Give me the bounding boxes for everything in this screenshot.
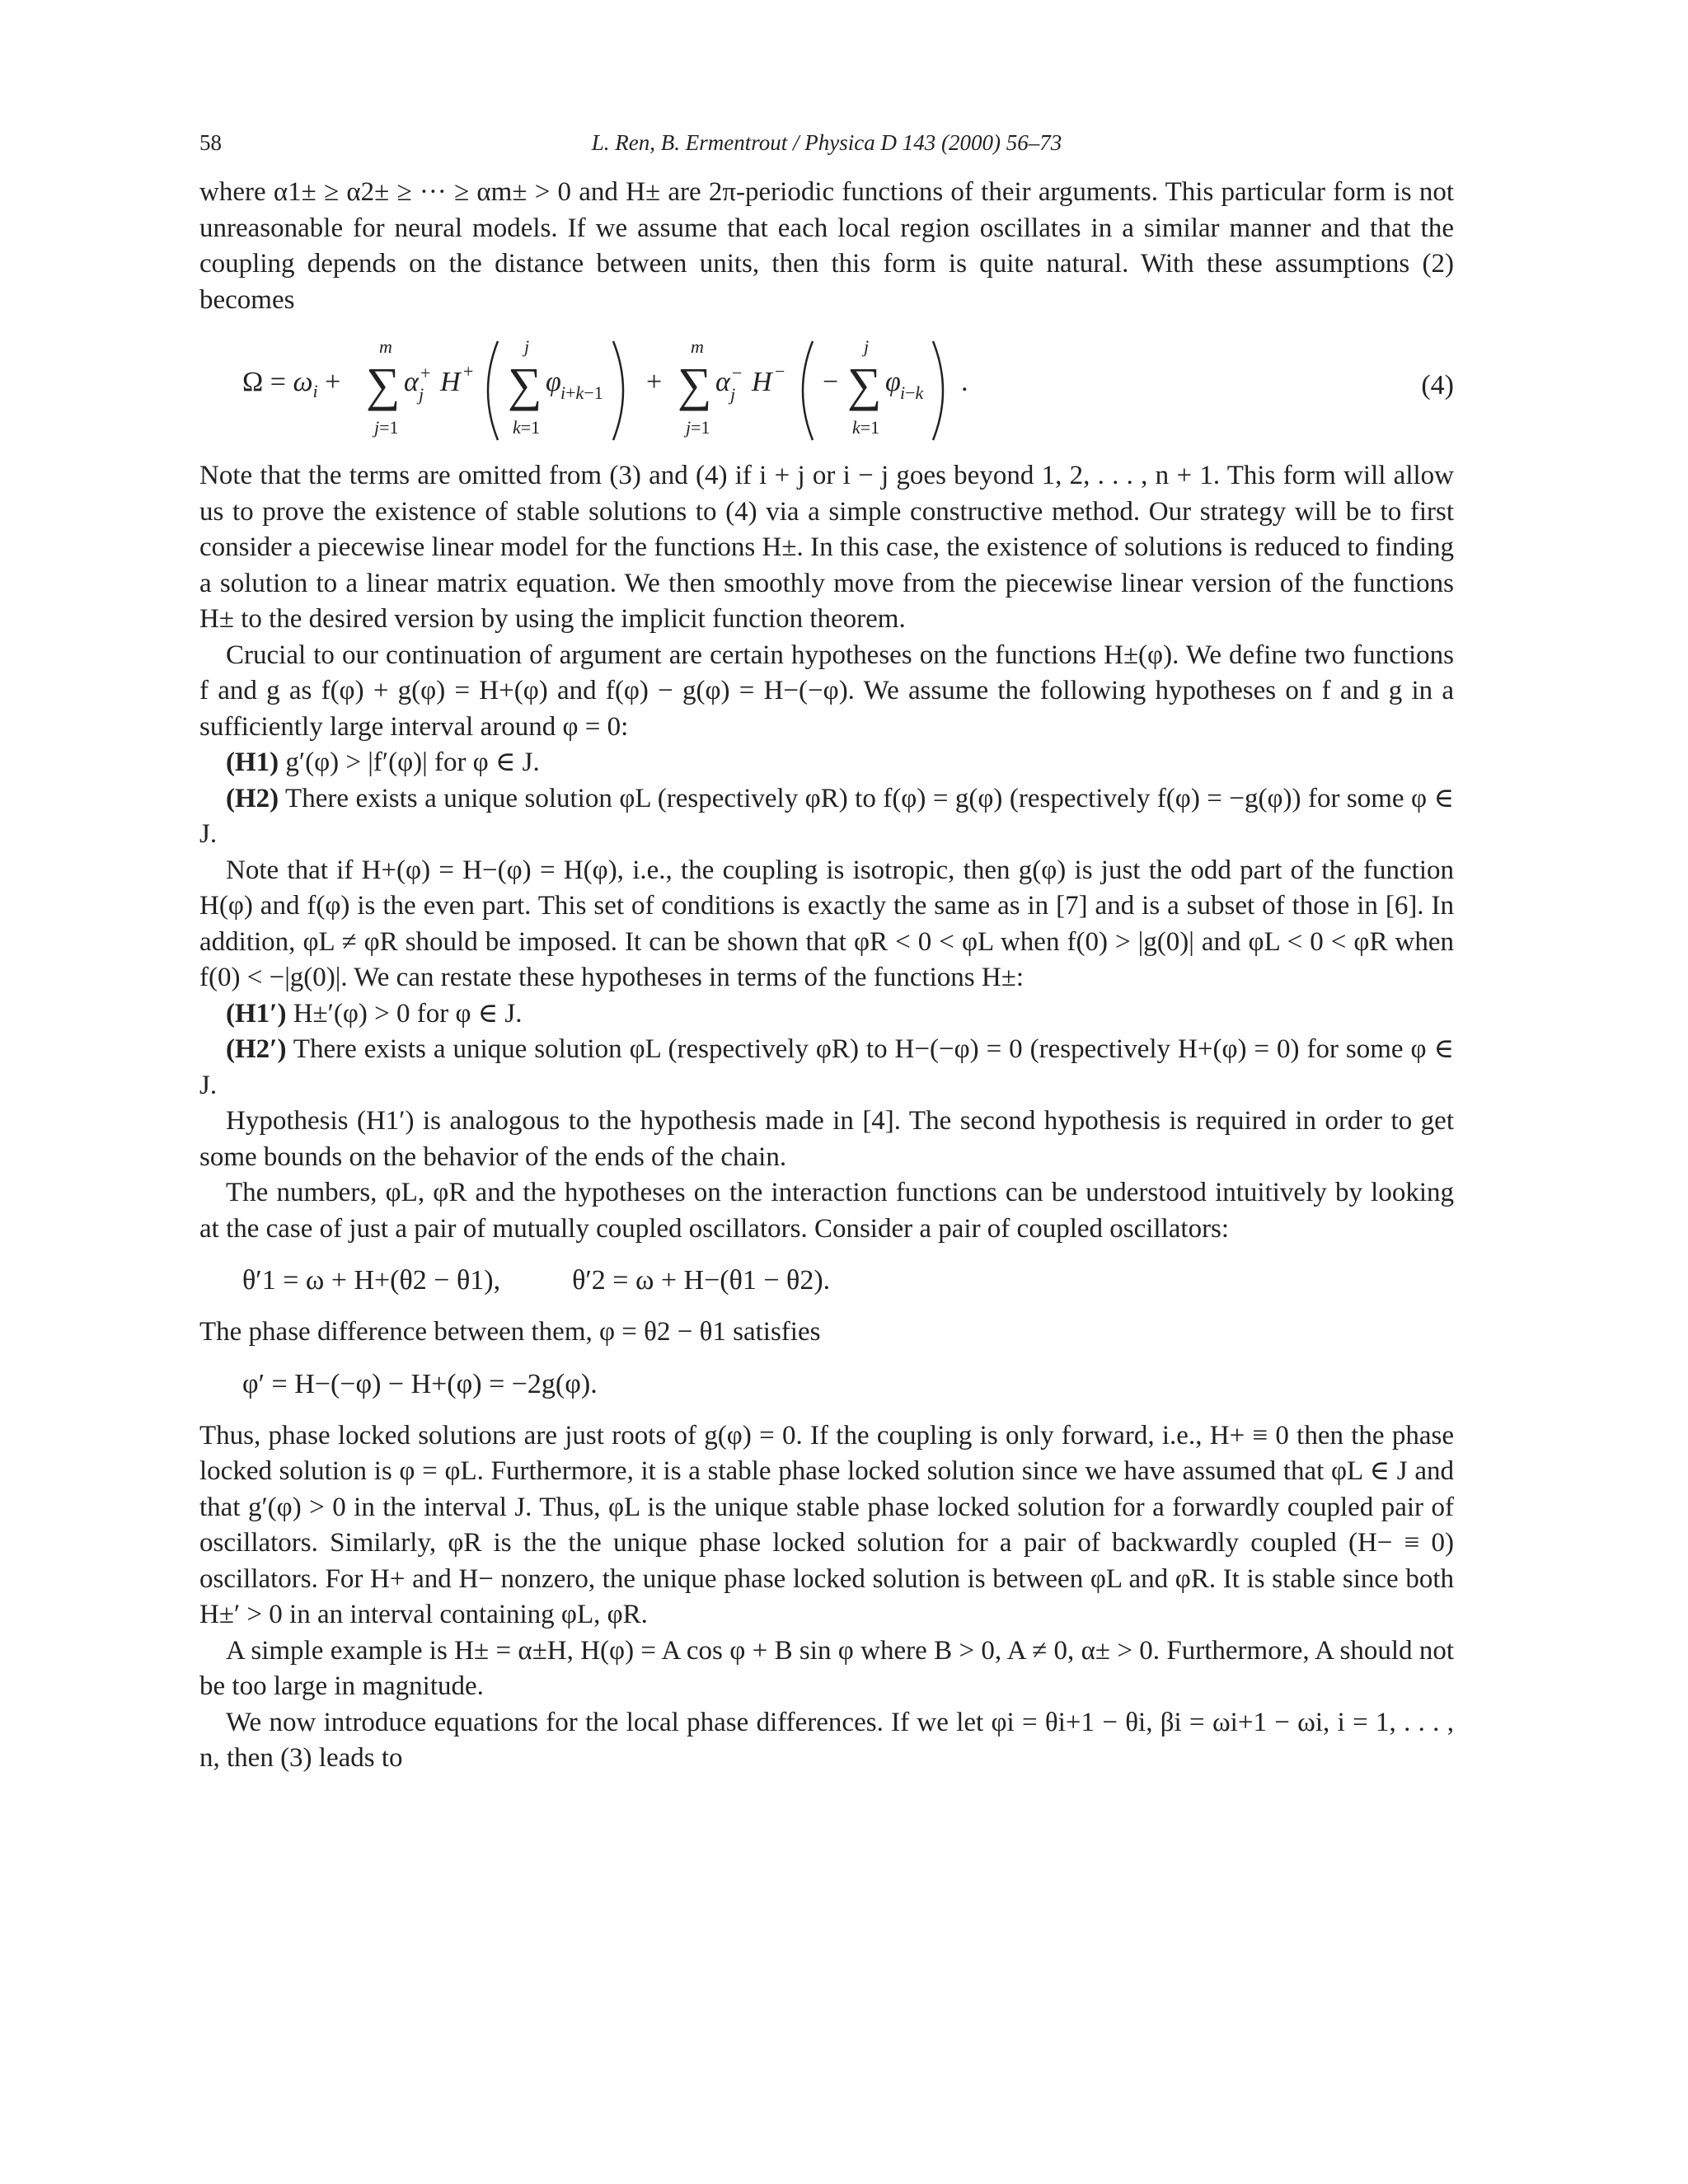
svg-text:m: m [691, 336, 704, 357]
equation-theta2: θ′2 = ω + H−(θ1 − θ2). [572, 1265, 831, 1296]
svg-text:φ: φ [546, 367, 561, 397]
svg-text:α: α [404, 367, 419, 397]
equation-4-formula [242, 333, 1067, 448]
equation-theta1: θ′1 = ω + H+(θ2 − θ1), [242, 1265, 501, 1296]
equation-4 [199, 318, 1454, 458]
svg-text:.: . [961, 367, 968, 397]
svg-text:j: j [730, 384, 736, 405]
svg-text:+: + [463, 361, 474, 382]
hypothesis-text: There exists a unique solution φL (respectively φR) to f(φ) = g(φ) (respectively f(φ) = −g(φ)) for some φ ∈ J. [199, 783, 1454, 849]
svg-text:−: − [823, 367, 839, 397]
svg-text:j=1: j=1 [374, 417, 399, 438]
svg-text:m: m [379, 336, 392, 357]
svg-text:j=1: j=1 [686, 417, 710, 438]
paragraph-hypotheses-intro: Crucial to our continuation of argument are certain hypotheses on the functions H±(φ). We define two functions f and g as f(φ) + g(φ) = H+(φ) and f(φ) − g(φ) = H−(−φ). We assume the following hypotheses on f and g in a sufficiently large interval around φ = 0: [199, 640, 1454, 742]
equation-phi-prime [199, 1359, 1454, 1410]
svg-text:k=1: k=1 [852, 417, 880, 438]
paragraph-local-phase: We now introduce equations for the local phase differences. If we let φi = θi+1 − θi, βi = ωi+1 − ωi, i = 1, . . . , n, then (3) leads to [199, 1707, 1454, 1773]
svg-text:H: H [752, 367, 772, 397]
hypothesis-text: H±′(φ) > 0 for φ ∈ J. [286, 998, 523, 1029]
hypothesis-label: (H1′) [226, 998, 287, 1029]
svg-text:Ω = ωi +: $\Omega = \omega_i$ + [242, 367, 341, 401]
paragraph-assumptions: where α1± ≥ α2± ≥ ··· ≥ αm± > 0 and H± are 2π-periodic functions of their arguments. This particular form is not unreasonable for neural models. If we assume that each local region oscillates in a similar manner and that the coupling depends on the distance between units, then this form is quite natural. With these assumptions (2) becomes [199, 177, 1454, 315]
svg-text:k=1: k=1 [513, 417, 541, 438]
hypothesis-h2-prime [199, 1032, 1454, 1104]
page-number: 58 [199, 130, 222, 155]
equation-coupled-pair [199, 1255, 1454, 1306]
svg-text:∑: ∑ [508, 358, 542, 411]
hypothesis-label: (H2′) [226, 1034, 287, 1064]
running-head: L. Ren, B. Ermentrout / Physica D 143 (2000) 56–73 [591, 130, 1062, 155]
hypothesis-h1 [199, 745, 1454, 781]
svg-text:φ: φ [885, 367, 901, 397]
svg-text:+: + [420, 363, 431, 383]
paragraph-hypothesis-analogy: Hypothesis (H1′) is analogous to the hypothesis made in [4]. The second hypothesis is required in order to get some bounds on the behavior of the ends of the chain. [199, 1106, 1454, 1172]
svg-text:∑: ∑ [678, 358, 712, 411]
paragraph-isotropic: Note that if H+(φ) = H−(φ) = H(φ), i.e., the coupling is isotropic, then g(φ) is just the odd part of the function H(φ) and f(φ) is the even part. This set of conditions is exactly the same as in [7] and is a subset of those in [6]. In addition, φL ≠ φR should be imposed. It can be shown that φR < 0 < φL when f(0) > |g(0)| and φL < 0 < φR when f(0) < −|g(0)|. We can restate these hypotheses in terms of the functions H±: [199, 855, 1454, 992]
paragraph-pair-intro: The numbers, φL, φR and the hypotheses on the interaction functions can be understood intuitively by looking at the case of just a pair of mutually coupled oscillators. Consider a pair of coupled oscillators: [199, 1178, 1454, 1244]
paragraph-phase-locked: Thus, phase locked solutions are just roots of g(φ) = 0. If the coupling is only forward, i.e., H+ ≡ 0 then the phase locked solution is φ = φL. Furthermore, it is a stable phase locked solution since we have assumed that φL ∈ J and that g′(φ) > 0 in the interval J. Thus, φL is the unique stable phase locked solution for a forwardly coupled pair of oscillators. Similarly, φR is the the unique phase locked solution for a pair of backwardly coupled (H− ≡ 0) oscillators. For H+ and H− nonzero, the unique phase locked solution is between φL and φR. It is stable since both H±′ > 0 in an interval containing φL, φR. [199, 1420, 1454, 1629]
svg-text:j: j [419, 384, 424, 405]
svg-text:i−k: i−k [900, 382, 924, 403]
svg-text:i+k−1: i+k−1 [560, 382, 603, 403]
svg-text:j: j [524, 336, 530, 357]
hypothesis-label: (H1) [226, 748, 279, 777]
hypothesis-text: There exists a unique solution φL (respectively φR) to H−(−φ) = 0 (respectively H+(φ) = 0) for some φ ∈ J. [199, 1034, 1454, 1100]
paragraph-phase-difference: The phase difference between them, φ = θ2 − θ1 satisfies [199, 1317, 821, 1347]
svg-text:+: + [646, 367, 663, 397]
body-text [199, 175, 1454, 1777]
hypothesis-label: (H2) [226, 783, 279, 813]
svg-text:α: α [715, 367, 730, 397]
equation-phi-text: φ′ = H−(−φ) − H+(φ) = −2g(φ). [242, 1368, 598, 1399]
equation-number: (4) [1421, 370, 1454, 401]
hypothesis-h2 [199, 781, 1454, 853]
page-header [199, 130, 1454, 163]
svg-text:H: H [440, 367, 461, 397]
hypothesis-h1-prime [199, 996, 1454, 1033]
svg-text:−: − [775, 361, 785, 382]
svg-text:−: − [732, 363, 743, 383]
svg-text:∑: ∑ [847, 358, 882, 411]
paragraph-simple-example: A simple example is H± = α±H, H(φ) = A cos φ + B sin φ where B > 0, A ≠ 0, α± > 0. Furthermore, A should not be too large in magnitude. [199, 1635, 1454, 1701]
hypothesis-text: g′(φ) > |f′(φ)| for φ ∈ J. [279, 748, 540, 777]
svg-text:j: j [864, 336, 870, 357]
paragraph-terms-omitted: Note that the terms are omitted from (3) and (4) if i + j or i − j goes beyond 1, 2, . . . , n + 1. This form will allow us to prove the existence of stable solutions to (4) via a simple constructive method. Our strategy will be to first consider a piecewise linear model for the functions H±. In this case, the existence of solutions is reduced to finding a solution to a linear matrix equation. We then smoothly move from the piecewise linear version of the functions H± to the desired version by using the implicit function theorem. [199, 461, 1454, 634]
svg-text:∑: ∑ [366, 358, 401, 411]
